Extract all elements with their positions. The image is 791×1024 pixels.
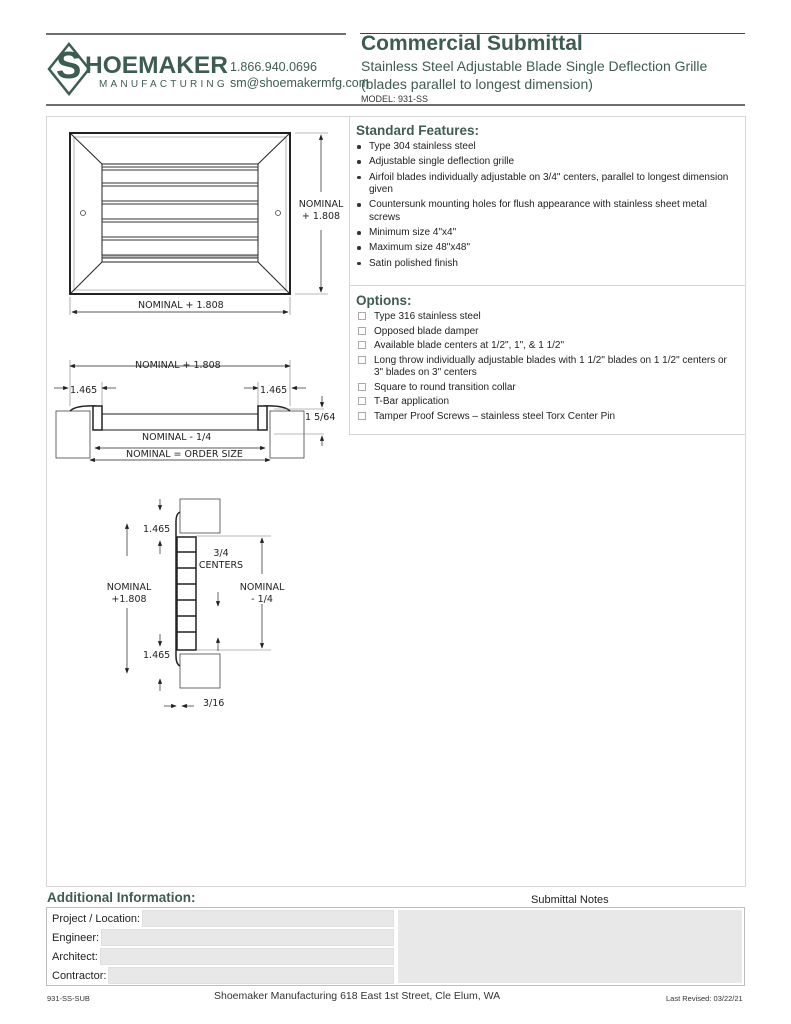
architect-row <box>49 948 394 965</box>
project-location-field[interactable] <box>142 910 394 927</box>
page-subtitle: Stainless Steel Adjustable Blade Single Deflection Grille (blades parallel to longest dimension) <box>361 58 708 92</box>
option-item[interactable]: Available blade centers at 1/2", 1", & 1 1/2" <box>357 340 737 353</box>
side-bottom-flange-label: 1.465 <box>143 650 171 661</box>
side-right-label: NOMINAL - 1/4 <box>239 582 285 605</box>
section-view-drawing <box>54 360 324 460</box>
option-item[interactable]: Opposed blade damper <box>357 326 737 339</box>
option-checkbox[interactable] <box>358 356 366 364</box>
front-height-label: NOMINAL + 1.808 <box>298 199 344 222</box>
header-top-rule <box>46 33 346 35</box>
document-code: 931-SS-SUB <box>47 994 90 1003</box>
options-panel <box>349 285 745 435</box>
option-item[interactable]: Tamper Proof Screws – stainless steel Torx Center Pin <box>357 411 737 424</box>
feature-item: Minimum size 4"x4" <box>352 227 737 240</box>
additional-info-heading: Additional Information: <box>47 890 196 905</box>
engineer-field[interactable] <box>101 929 394 946</box>
last-revised: Last Revised: 03/22/21 <box>666 994 743 1003</box>
side-thickness-label: 3/16 <box>203 698 225 709</box>
architect-label: Architect: <box>52 950 98 963</box>
logo-name: HOEMAKER <box>85 52 228 79</box>
contractor-field[interactable] <box>108 967 394 984</box>
feature-item: Airfoil blades individually adjustable on 3/4" centers, parallel to longest dimension given <box>352 172 737 197</box>
option-item[interactable]: T-Bar application <box>357 396 737 409</box>
page-title: Commercial Submittal <box>361 32 583 55</box>
options-heading: Options: <box>356 293 412 308</box>
section-inner-label: NOMINAL - 1/4 <box>142 432 212 443</box>
additional-info-table <box>46 907 397 986</box>
project-location-label: Project / Location: <box>52 912 141 925</box>
section-right-flange-label: 1.465 <box>260 385 288 396</box>
submittal-notes-field[interactable] <box>398 910 742 983</box>
engineer-label: Engineer: <box>52 931 100 944</box>
options-list <box>357 311 737 425</box>
header-bottom-rule <box>46 104 745 106</box>
submittal-notes-heading: Submittal Notes <box>531 894 609 906</box>
contractor-row <box>49 967 394 984</box>
section-order-label: NOMINAL = ORDER SIZE <box>126 449 243 460</box>
logo-subtitle: MANUFACTURING <box>99 79 228 90</box>
architect-field[interactable] <box>100 948 394 965</box>
side-top-flange-label: 1.465 <box>143 524 171 535</box>
option-checkbox[interactable] <box>358 412 366 420</box>
section-depth-label: 1 5/64 <box>305 412 336 423</box>
section-left-flange-label: 1.465 <box>70 385 98 396</box>
option-checkbox[interactable] <box>358 327 366 335</box>
side-left-label: NOMINAL +1.808 <box>106 582 152 605</box>
section-top-label: NOMINAL + 1.808 <box>135 360 221 371</box>
feature-item: Maximum size 48"x48" <box>352 242 737 255</box>
standard-features-panel <box>349 117 745 286</box>
feature-item: Countersunk mounting holes for flush appearance with stainless sheet metal screws <box>352 199 737 224</box>
feature-item: Type 304 stainless steel <box>352 141 737 154</box>
standard-features-list <box>352 141 737 273</box>
company-address: Shoemaker Manufacturing 618 East 1st Street, Cle Elum, WA <box>214 990 501 1002</box>
option-checkbox[interactable] <box>358 397 366 405</box>
feature-item: Satin polished finish <box>352 258 737 271</box>
company-logo <box>47 42 227 98</box>
front-width-label: NOMINAL + 1.808 <box>138 300 224 311</box>
option-checkbox[interactable] <box>358 383 366 391</box>
option-item[interactable]: Type 316 stainless steel <box>357 311 737 324</box>
feature-item: Adjustable single deflection grille <box>352 156 737 169</box>
model-number: MODEL: 931-SS <box>361 94 429 104</box>
standard-features-heading: Standard Features: <box>356 123 480 138</box>
contact-email[interactable]: sm@shoemakermfg.com <box>230 76 370 90</box>
option-item[interactable]: Long throw individually adjustable blades with 1 1/2" blades on 1 1/2" centers or 3" blades on 3" centers <box>357 355 737 380</box>
front-view-drawing <box>70 133 328 315</box>
option-checkbox[interactable] <box>358 312 366 320</box>
project-location-row <box>49 910 394 927</box>
option-checkbox[interactable] <box>358 341 366 349</box>
logo-initial: S <box>56 45 82 87</box>
side-centers-label: 3/4 CENTERS <box>198 548 244 571</box>
engineer-row <box>49 929 394 946</box>
submittal-notes-box <box>395 907 745 986</box>
option-item[interactable]: Square to round transition collar <box>357 382 737 395</box>
contact-phone: 1.866.940.0696 <box>230 60 317 74</box>
contractor-label: Contractor: <box>52 969 107 982</box>
